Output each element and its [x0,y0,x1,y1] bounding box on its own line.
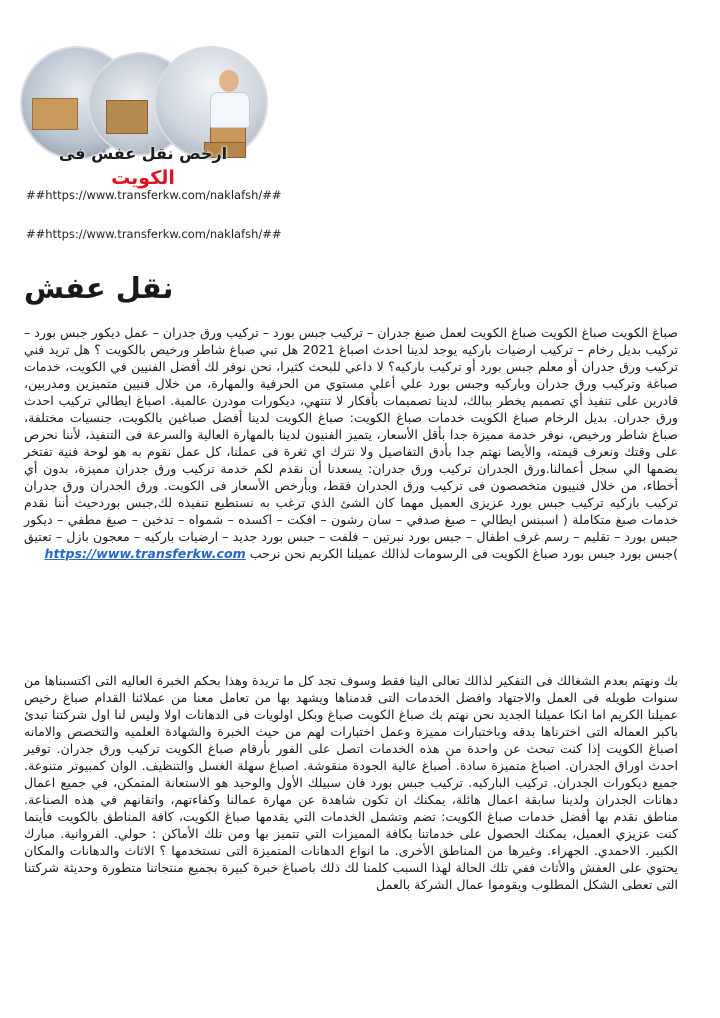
mover-person-icon [219,70,239,92]
paragraph-1-text: صباغ الكويت صباغ الكويت صباغ الكويت لعمل صبغ جدران – تركيب جبس بورد – تركيب ورق جدران – عمل ديكور جبس بورد – تركيب بديل رخام – تركيب ارضيات باركيه يوجد لدينا احدث اصباغ 2021 هل تبي صباغ شاطر ورخيص بالكويت ؟ هل تريد فني تركيب ورق جدران أو معلم جبس بورد أو تركيب باركيه؟ لا داعي للبحث كثيرا، نحن نوفر لك أفضل الفنيين في الكويت، خدمات صباغة وتركيب ورق جدران وباركيه وجبس بورد علي أعلي مستوي من الحرفية والمهارة، من خلال فنيين متميزين ومدربين، قادرين على تنفيذ أي تصميم يخطر ببالك، لدينا تصميمات بأفكار لا تنتهي، ديكورات مودرن عالمية. اصباغ ايطالي تركيب احدث ورق جدران. بديل الرخام صباغ الكويت خدمات صباغ الكويت: صباغ الكويت لدينا أفضل صباغين بالكويت، جنسيات مختلفة، صباغ شاطر ورخيص، نوفر خدمة مميزة جدا بأقل الأسعار، يتميز الفنيون لدينا بالمهارة العالية والسرعة فى التنفيذ، لأننا نحرص على وقتك ونعرف قيمته، والأيضا نهتم جدا بأدق التفاصيل ولا نترك اي ثغرة فى عملنا، كل عمل نقوم به هو لوحة فنية تفتخر بضمها الي سجل أعمالنا.ورق الجدران تركيب ورق جدران: يسعدنا أن نقدم لكم خدمة تركيب ورق جدران مميزة، بدون أي أخطاء، من خلال فنييون متخصصون فى تركيب ورق الجدران فقط، وبأرخص الأسعار فى الكويت. ورق الجدران ورق جدران تركيب باركيه تركيب جبس بورد عزيزى العميل مهما كان الشئ الذي ترغب به نستطيع تنفيذه لك,جبس بوردحيث أننا نقدم خدمات صبغ متكاملة ( اسبنس ايطالي – صبغ صدفي – سان رشون – افكت – اكسده – شمواه – تدخين – صبغ مطفي – ديكور جبس بورد – تقليم – رسم غرف اطفال – جبس بورد نبرتين – فلفت – جبس بورد جديد – ارضيات باركيه – معجون بازل – تعتيق )جبس بورد جبس بورد صباغ الكويت فى الرسومات لذالك عميلنا الكريم نحن نرحب [23,325,678,561]
company-logo [14,38,266,189]
logo-banner-highlight: الكويت [111,167,175,189]
logo-banner [48,142,238,189]
body-paragraph-2: بك ونهتم بعدم الشغالك فى التفكير لذالك تعالى الينا فقط وسوف تجد كل ما تريدة وهذا بحكم الخبرة العاليه التى اكتسبناها من سنوات طويله فى العمل والاجتهاد وافضل الخدمات التى قدمناها ويشهد بها من تعامل معنا من عملائنا القدام صباغ رخيص عميلنا الكريم اما انكا عميلنا الجديد نحن نهتم بك صباغ الكويت صباغ وبكل اولويات فى الدهانات اولا وليس لنا اول شركتنا تبدئ باكبر العماله التى اخترناها بدقه وباختبارات مميزة وعمل اختبارات لهم من حيث الخبرة والشهادة العلميه والتخصص والامانه اصباغ الكويت إذا كنت تبحث عن واحدة من هذه الخدمات اتصل على الفور بأرقام صباغ الكويت تركيب ورق جدران. توفير احدث اوراق الجدران. اصباغ متميزة سادة. أصباغ عالية الجودة منقوشة. اصباغ سهلة الغسل والتنظيف. الوان كمبيوتر متنوعة. جميع ديكورات الجدران. تركيب الباركيه. تركيب جبس بورد فان سبيلك الأول والوحيد هو الاستعانة المتمكن، في جميع اعمال دهانات الجدران ولدينا سابقة اعمال هائلة، يمكنك ان تكون شاهدة عن مهارة عمالنا وكفاءتهم، واتقانهم في هذه الصناعة. مناطق نقدم بها أفضل خدمات صباغ الكويت: تضم وتشمل الخدمات التي يقدمها صباغ الكويت، كافة المناطق بالكويت فأينما كنت عزيزي العميل، يمكنك الحصول على خدماتنا بكافة المميزات التي تتميز بها ومن تلك الأماكن : حولي. الفروانية. مبارك الكبير. الاحمدي. الجهراء. وغيرها من المناطق الأخرى. ما انواع الدهانات المتميزة التى نستخدمها ؟ الاثاث والدهانات والمكان يحتوي على العفش والأثاث ففي تلك الحالة لهذا السبب كلمنا لك ذلك باصباغ خبرة كبيرة بجميع منتجاتنا متطورة وحديثة شركتنا التى تعطى الشكل المطلوب ويقوموا عمال الشركة بالعمل [24,673,678,892]
logo-banner-text: ارخص نقل عفش فى [58,144,228,163]
body-paragraph-1 [24,324,678,562]
url-line-1: ##https://www.transferkw.com/naklafsh/## [26,188,282,202]
box-icon [106,100,148,134]
mover-person-body [210,92,250,128]
box-icon [32,98,78,130]
url-line-2: ##https://www.transferkw.com/naklafsh/## [26,227,282,241]
website-link[interactable]: https://www.transferkw.com [44,546,246,561]
page-title: نقل عفش [24,271,174,305]
